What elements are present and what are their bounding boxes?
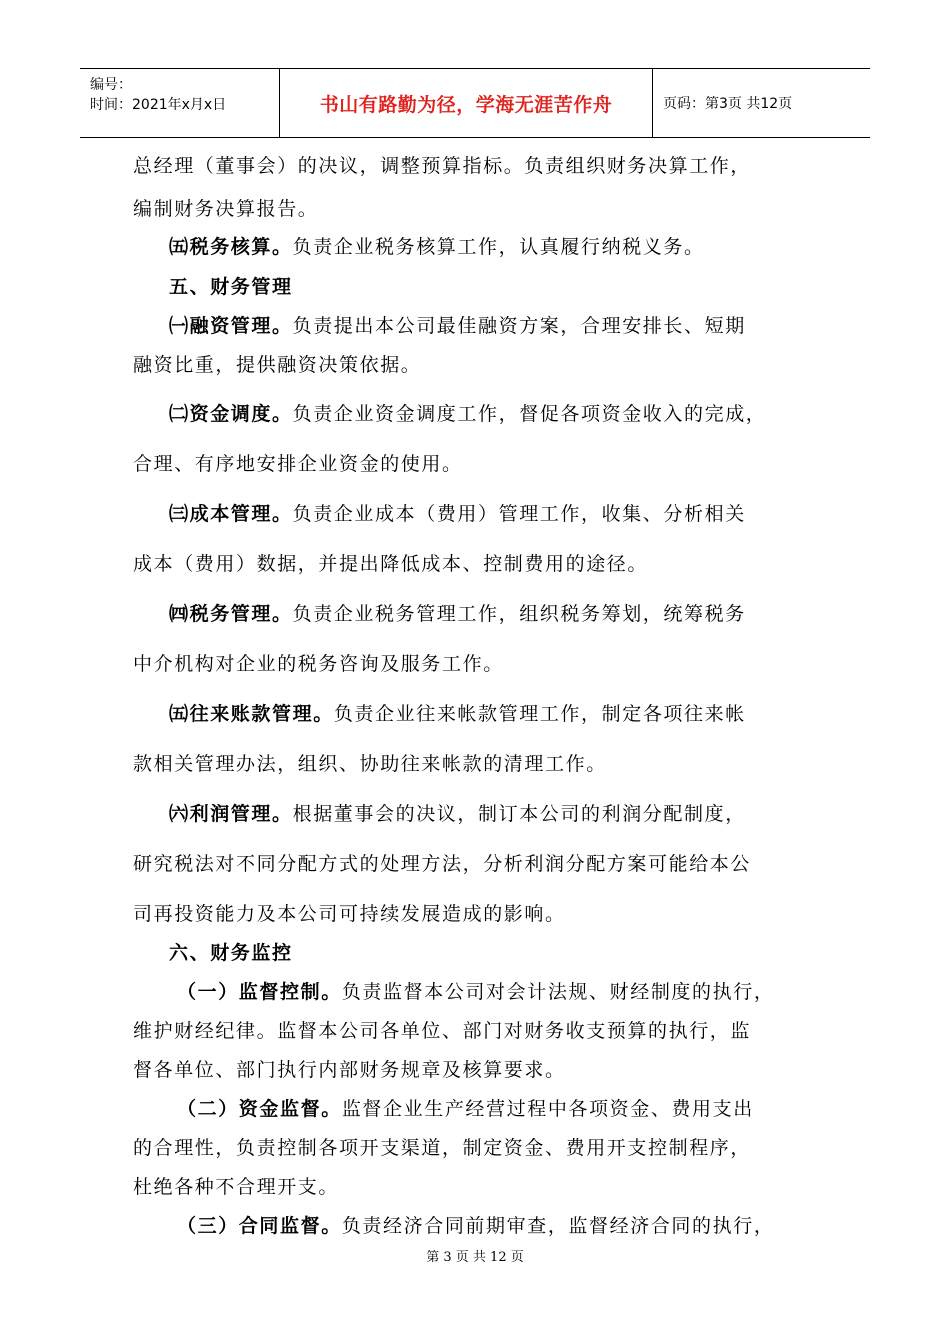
paragraph-line: 款相关管理办法，组织、协助往来帐款的清理工作。 [133,753,607,775]
paragraph-line: 中介机构对企业的税务咨询及服务工作。 [133,653,504,675]
item-heading: ㈠融资管理。 [169,315,293,337]
item-financing [169,314,746,339]
paragraph-line: 融资比重，提供融资决策依据。 [133,354,422,376]
number-label: 编号： [90,77,132,93]
time-label: 时间：2021年x月x日 [90,97,227,113]
item-accounts-management [169,702,746,727]
item-heading: ㈡资金调度。 [169,403,293,425]
page-footer: 第 3 页 共 12 页 [426,1250,524,1265]
item-heading: ㈢成本管理。 [169,503,293,525]
paragraph-line: 督各单位、部门执行内部财务规章及核算要求。 [133,1059,566,1081]
item-text: 负责企业往来帐款管理工作，制定各项往来帐 [333,703,746,725]
item-heading: （一）监督控制。 [177,981,342,1003]
paragraph-line: 司再投资能力及本公司可持续发展造成的影响。 [133,903,566,925]
item-text: 负责企业税务核算工作，认真履行纳税义务。 [292,236,705,258]
item-text: 负责提出本公司最佳融资方案，合理安排长、短期 [292,315,746,337]
item-profit-management [169,802,746,827]
section-heading-finance-monitoring: 六、财务监控 [169,942,293,964]
item-heading: （三）合同监督。 [177,1215,342,1237]
header-meta [80,69,280,137]
paragraph-line: 成本（费用）数据，并提出降低成本、控制费用的途径。 [133,553,649,575]
item-heading: ㈤往来账款管理。 [169,703,334,725]
item-text: 负责企业税务管理工作，组织税务筹划，统筹税务 [292,603,746,625]
item-tax-accounting [169,235,705,260]
paragraph-line: 杜绝各种不合理开支。 [133,1176,340,1198]
paragraph-line: 维护财经纪律。监督本公司各单位、部门对财务收支预算的执行，监 [133,1020,752,1042]
item-text: 负责企业资金调度工作，督促各项资金收入的完成， [292,403,767,425]
item-text: 负责企业成本（费用）管理工作，收集、分析相关 [292,503,746,525]
item-tax-management [169,602,746,627]
item-supervision-control [177,980,774,1005]
header-motto: 书山有路勤为径，学海无涯苦作舟 [280,69,653,137]
paragraph-line: 总经理（董事会）的决议，调整预算指标。负责组织财务决算工作， [133,155,752,177]
paragraph-line: 编制财务决算报告。 [133,198,319,220]
item-heading: ㈤税务核算。 [169,236,293,258]
item-text: 根据董事会的决议，制订本公司的利润分配制度， [292,803,746,825]
item-text: 监督企业生产经营过程中各项资金、费用支出 [341,1098,754,1120]
item-cost-management [169,502,746,527]
item-text: 负责监督本公司对会计法规、财经制度的执行， [341,981,775,1003]
item-text: 负责经济合同前期审查，监督经济合同的执行， [341,1215,775,1237]
paragraph-line: 的合理性，负责控制各项开支渠道，制定资金、费用开支控制程序， [133,1137,752,1159]
item-contract-supervision [177,1214,774,1239]
item-heading: ㈥利润管理。 [169,803,293,825]
header-page-label: 页码：第3页 共12页 [663,96,793,112]
paragraph-line: 研究税法对不同分配方式的处理方法，分析利润分配方案可能给本公 [133,853,752,875]
section-heading-finance-management: 五、财务管理 [169,276,293,298]
item-fund-supervision [177,1097,754,1122]
item-heading: ㈣税务管理。 [169,603,293,625]
item-heading: （二）资金监督。 [177,1098,342,1120]
item-fund-dispatch [169,402,766,427]
document-header [80,68,870,138]
paragraph-line: 合理、有序地安排企业资金的使用。 [133,453,463,475]
